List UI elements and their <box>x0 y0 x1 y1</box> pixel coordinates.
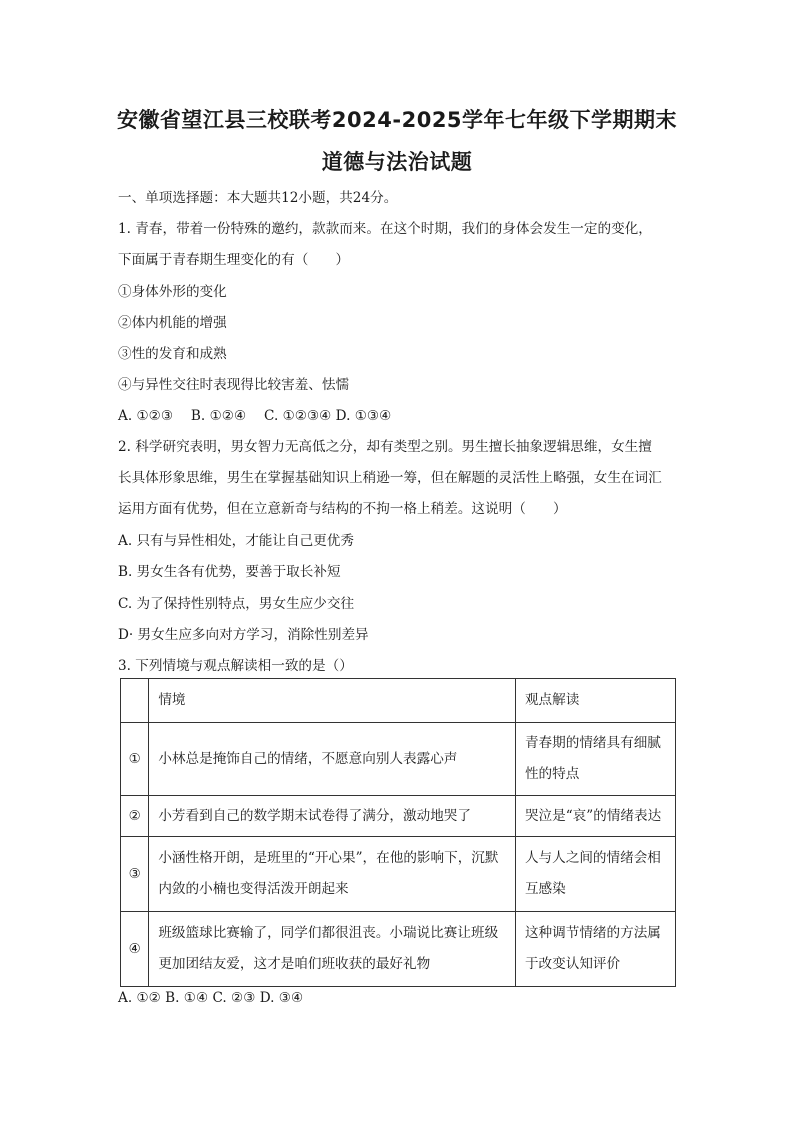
row-view-line: 性的特点 <box>524 766 580 782</box>
table-row <box>121 723 676 796</box>
row-view <box>515 723 675 796</box>
q2-option-b: B. 男女生各有优势，要善于取长补短 <box>118 564 341 580</box>
table-row <box>121 912 676 987</box>
row-scene-text: 小林总是掩饰自己的情绪，不愿意向别人表露心声 <box>158 750 458 767</box>
row-number: ② <box>121 796 149 837</box>
row-view <box>515 796 675 837</box>
row-view <box>515 912 675 987</box>
q3-table <box>120 678 676 987</box>
row-number: ④ <box>121 912 149 987</box>
row-view-text: 哭泣是“哀”的情绪表达 <box>524 807 662 824</box>
row-scene <box>149 837 516 912</box>
row-scene-line: 小涵性格开朗，是班里的“开心果”，在他的影响下，沉默 <box>158 850 499 866</box>
q1-stem-line1: 1. 青春，带着一份特殊的邀约，款款而来。在这个时期，我们的身体会发生一定的变化， <box>118 221 652 237</box>
row-number: ① <box>121 723 149 796</box>
q1-stem-line2: 下面属于青春期生理变化的有（ ） <box>118 252 350 268</box>
row-scene-text: 小芳看到自己的数学期末试卷得了满分，激动地哭了 <box>158 807 471 824</box>
q2-stem-line3: 运用方面有优势，但在立意新奇与结构的不拘一格上稍差。这说明（ ） <box>118 501 567 517</box>
q1-item-3: ③性的发育和成熟 <box>118 346 227 362</box>
table-header-row <box>121 679 676 723</box>
row-view-line: 于改变认知评价 <box>524 956 621 972</box>
row-view-line: 青春期的情绪具有细腻 <box>524 735 661 751</box>
q2-stem-line1: 2. 科学研究表明，男女智力无高低之分，却有类型之别。男生擅长抽象逻辑思维，女生擅 <box>118 439 652 455</box>
row-scene-line: 内敛的小楠也变得活泼开朗起来 <box>158 881 349 897</box>
q2-option-c: C. 为了保持性别特点，男女生应少交往 <box>118 596 355 612</box>
table-row <box>121 796 676 837</box>
row-view <box>515 837 675 912</box>
row-scene-line: 更加团结友爱，这才是咱们班收获的最好礼物 <box>158 956 431 972</box>
q1-options: A. ①②③ B. ①②④ C. ①②③④ D. ①③④ <box>118 408 392 424</box>
row-number: ③ <box>121 837 149 912</box>
q2-option-a: A. 只有与异性相处，才能让自己更优秀 <box>118 533 354 549</box>
row-view-line: 这种调节情绪的方法属 <box>524 925 661 941</box>
q2-option-d: D· 男女生应多向对方学习，消除性别差异 <box>118 627 369 643</box>
table-header-scene: 情境 <box>149 679 516 723</box>
q1-item-2: ②体内机能的增强 <box>118 315 227 331</box>
row-view-line: 互感染 <box>524 881 566 897</box>
table-header-view: 观点解读 <box>515 679 675 723</box>
q2-stem-line2: 长具体形象思维，男生在掌握基础知识上稍逊一筹，但在解题的灵活性上略强，女生在词汇 <box>118 470 662 486</box>
row-scene <box>149 912 516 987</box>
q1-item-1: ①身体外形的变化 <box>118 284 227 300</box>
document-title: 安徽省望江县三校联考2024-2025学年七年级下学期期末 <box>116 108 678 132</box>
row-scene <box>149 723 516 796</box>
document-subtitle: 道德与法治试题 <box>321 150 473 174</box>
table-row <box>121 837 676 912</box>
row-scene-line: 班级篮球比赛输了，同学们都很沮丧。小瑞说比赛让班级 <box>158 925 499 941</box>
q3-options: A. ①② B. ①④ C. ②③ D. ③④ <box>118 990 304 1006</box>
table-header-num <box>121 679 149 723</box>
section-heading: 一、单项选择题：本大题共12小题，共24分。 <box>118 190 398 206</box>
q1-item-4: ④与异性交往时表现得比较害羞、怯懦 <box>118 377 350 393</box>
row-view-line: 人与人之间的情绪会相 <box>524 850 661 866</box>
row-scene <box>149 796 516 837</box>
q3-stem: 3. 下列情境与观点解读相一致的是（） <box>118 658 353 674</box>
